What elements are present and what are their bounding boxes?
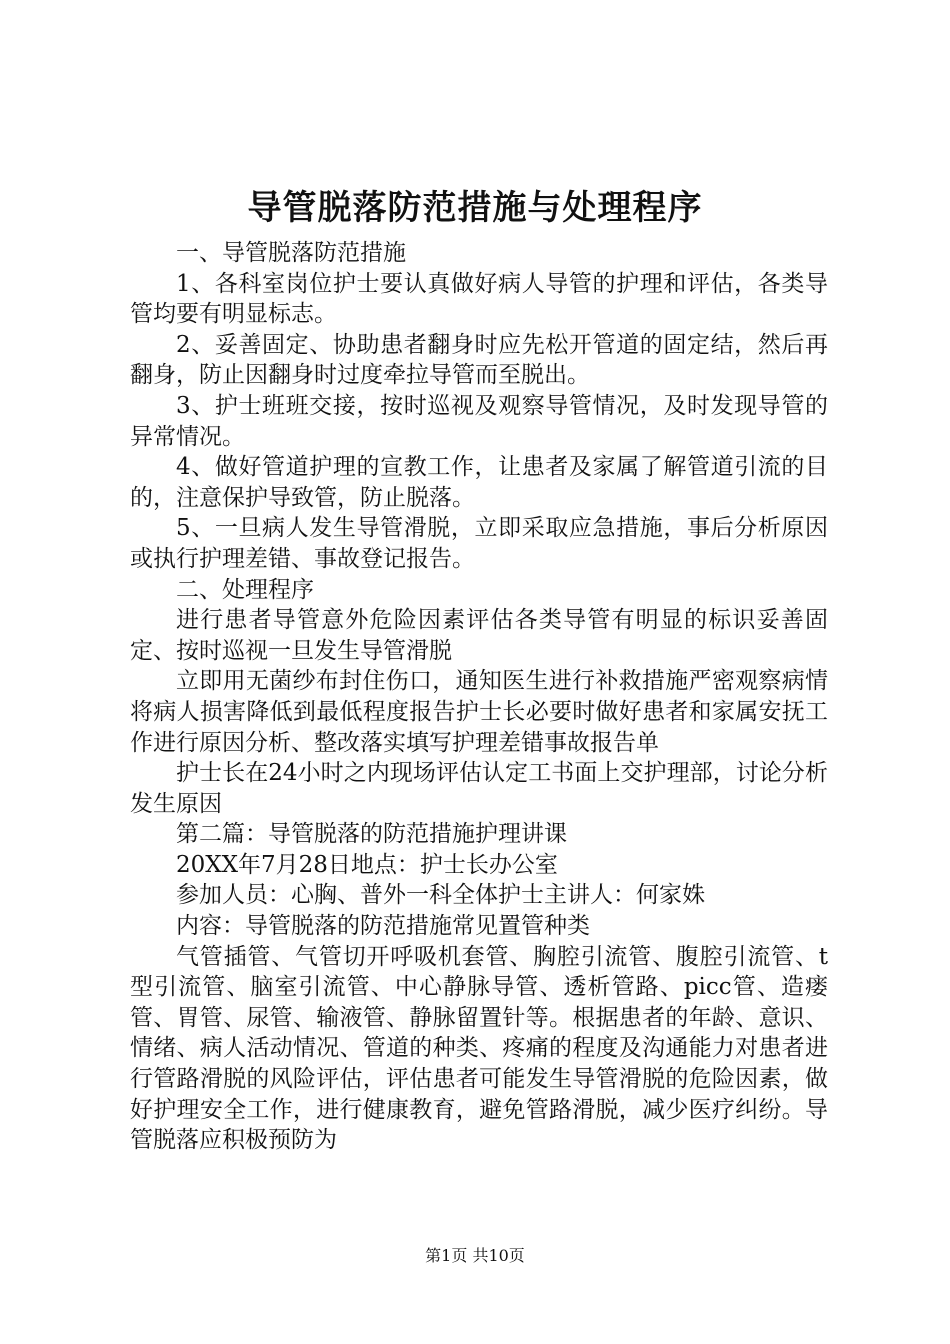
paragraph-1: 1、各科室岗位护士要认真做好病人导管的护理和评估，各类导管均要有明显标志。 xyxy=(130,270,828,328)
paragraph-4: 4、做好管道护理的宣教工作，让患者及家属了解管道引流的目的，注意保护导致管，防止脱落。 xyxy=(130,454,828,511)
paragraph-3: 3、护士班班交接，按时巡视及观察导管情况，及时发现导管的异常情况。 xyxy=(130,392,828,450)
paragraph-5: 5、一旦病人发生导管滑脱，立即采取应急措施，事后分析原因或执行护理差错、事故登记报告。 xyxy=(130,515,828,572)
section-heading-1: 一、导管脱落防范措施 xyxy=(176,240,406,266)
document-title: 导管脱落防范措施与处理程序 xyxy=(247,188,703,228)
date-location-line: 20XX年7月28日地点：护士长办公室 xyxy=(176,851,558,878)
paragraph-9: 气管插管、气管切开呼吸机套管、胸腔引流管、腹腔引流管、t型引流管、脑室引流管、中心静脉导管、透析管路、picc管、造瘘管、胃管、尿管、输液管、静脉留置针等。根据患者的年龄、意识、情绪、病人活动情况、管道的种类、疼痛的程度及沟通能力对患者进行管路滑脱的风险评估，评估患者可能发生导管滑脱的危险因素，做好护理安全工作，进行健康教育，避免管路滑脱，减少医疗纠纷。导管脱落应积极预防为 xyxy=(130,943,828,1154)
chapter-heading-2: 第二篇：导管脱落的防范措施护理讲课 xyxy=(176,821,567,848)
paragraph-7: 立即用无菌纱布封住伤口，通知医生进行补救措施严密观察病情将病人损害降低到最低程度报告护士长必要时做好患者和家属安抚工作进行原因分析、整改落实填写护理差错事故报告单 xyxy=(130,668,828,756)
paragraph-2: 2、妥善固定、协助患者翻身时应先松开管道的固定结，然后再翻身，防止因翻身时过度牵拉导管而至脱出。 xyxy=(130,331,828,389)
content-line: 内容：导管脱落的防范措施常见置管种类 xyxy=(176,913,590,940)
section-heading-2: 二、处理程序 xyxy=(176,576,314,603)
page-number-footer: 第1页 共10页 xyxy=(425,1246,525,1265)
paragraph-6: 进行患者导管意外危险因素评估各类导管有明显的标识妥善固定、按时巡视一旦发生导管滑脱 xyxy=(130,607,828,664)
document-body xyxy=(130,238,828,1156)
participants-line: 参加人员：心胸、普外一科全体护士主讲人：何家姝 xyxy=(176,882,705,909)
paragraph-8: 护士长在24小时之内现场评估认定工书面上交护理部，讨论分析发生原因 xyxy=(130,760,828,817)
